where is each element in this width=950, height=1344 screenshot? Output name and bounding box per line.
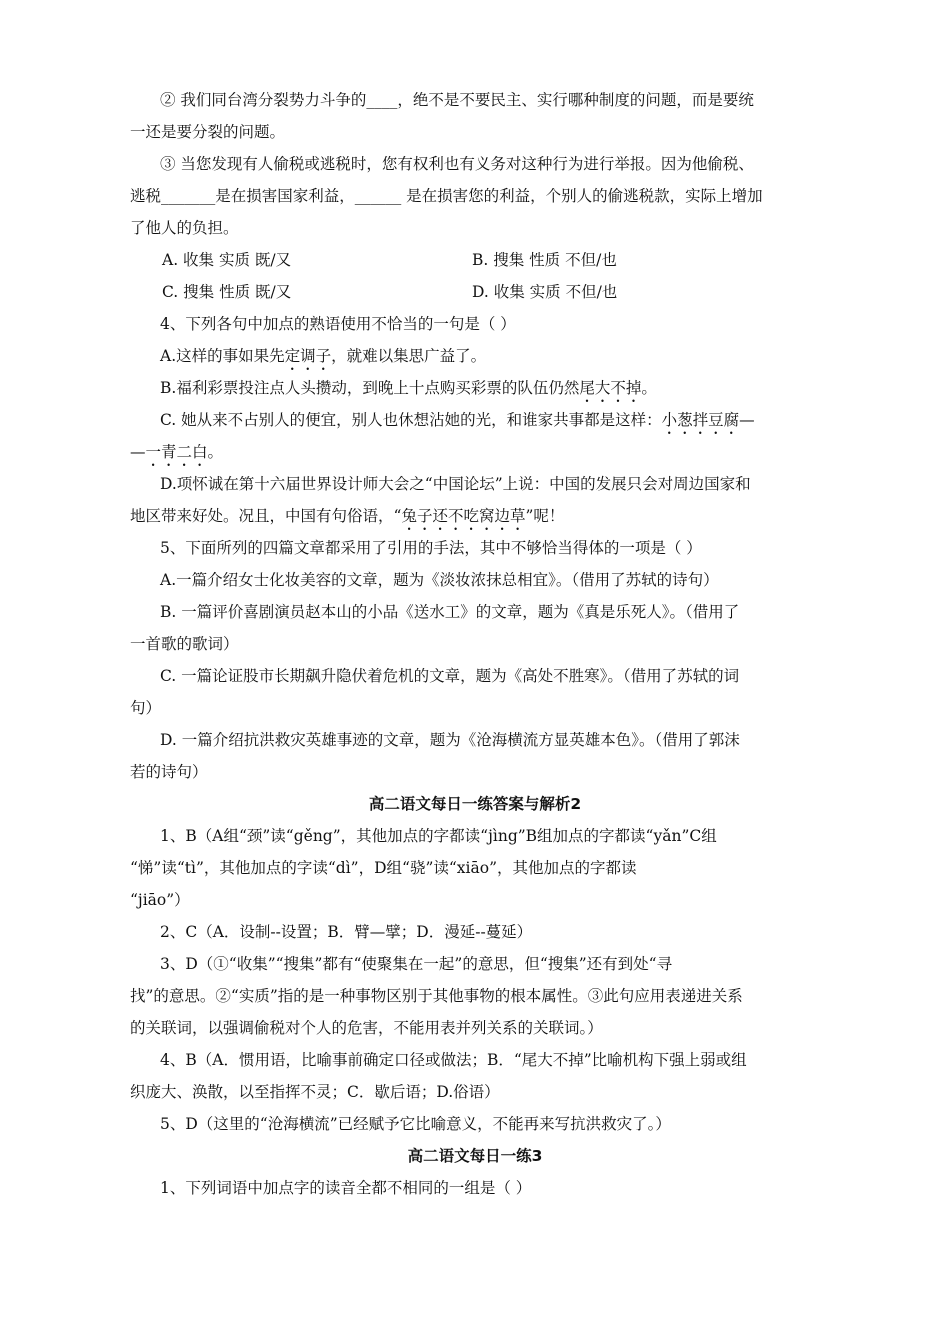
- q5-option-d-line1: D. 一篇介绍抗洪救灾英雄事迹的文章，题为《沧海横流方显英雄本色》。（借用了郭沫: [160, 731, 740, 749]
- q5-option-c-line1: C. 一篇论证股市长期飙升隐伏着危机的文章，题为《高处不胜寒》。（借用了苏轼的词: [160, 667, 740, 685]
- answer-2: 2、C（A．设制--设置；B．臂—擘；D．漫延--蔓延）: [160, 923, 533, 941]
- answer-3-line2: 找”的意思。②“实质”指的是一种事物区别于其他事物的根本属性。③此句应用表递进关系: [130, 987, 743, 1005]
- answer-1-line1: 1、B（A组“颈”读“gěng”，其他加点的字都读“jìng”B组加点的字都读“yǎn”C组: [160, 827, 717, 845]
- q4-option-d-line2: [130, 505, 564, 534]
- q5-stem: 5、下面所列的四篇文章都采用了引用的手法，其中不够恰当得体的一项是（ ）: [160, 539, 702, 557]
- answer-4-line1: 4、B（A．惯用语，比喻事前确定口径或做法；B．“尾大不掉”比喻机构下强上弱或组: [160, 1051, 747, 1069]
- exercise-3-title: 高二语文每日一练3: [407, 1147, 543, 1165]
- q4-option-d-line1: D.项怀诚在第十六届世界设计师大会之“中国论坛”上说：中国的发展只会对周边国家和: [160, 475, 751, 493]
- q4-stem: 4、下列各句中加点的熟语使用不恰当的一句是（ ）: [160, 315, 516, 333]
- q4-option-b-pre: B.福利彩票投注点人头攒动，到晚上十点购买彩票的队伍仍然: [160, 379, 580, 397]
- answer-3-line1: 3、D（①“收集”“搜集”都有“使聚集在一起”的意思，但“搜集”还有到处“寻: [160, 955, 673, 973]
- q3-item3-line3: 了他人的负担。: [130, 219, 239, 237]
- q3-option-b: B. 搜集 性质 不但/也: [472, 251, 617, 269]
- answer-4-line2: 织庞大、涣散，以至指挥不灵；C．歇后语；D.俗语）: [130, 1083, 500, 1101]
- q5-option-a: A.一篇介绍女士化妆美容的文章，题为《淡妆浓抹总相宜》。（借用了苏轼的诗句）: [160, 571, 719, 589]
- answer-1-line3: “jiāo”）: [130, 891, 190, 909]
- q4-option-d-pre: 地区带来好处。况且，中国有句俗语，“: [130, 507, 402, 525]
- q4-option-b: [160, 377, 657, 406]
- q4-option-a-pre: A.这样的事如果先: [160, 347, 285, 365]
- q3-option-a: A. 收集 实质 既/又: [162, 251, 292, 269]
- q4-option-c-line1: [160, 409, 755, 438]
- q4-option-c-pre: C. 她从来不占别人的便宜，别人也休想沾她的光，和谁家共事都是这样：: [160, 411, 662, 429]
- q5-option-b-line2: 一首歌的歌词）: [130, 635, 239, 653]
- answers-title: 高二语文每日一练答案与解析2: [368, 795, 582, 813]
- q3-item2-line2: 一还是要分裂的问题。: [130, 123, 286, 141]
- q4-option-c-dotted-2: —一青二白: [130, 443, 208, 461]
- q5-option-c-line2: 句）: [130, 699, 162, 717]
- q4-option-b-post: 。: [641, 379, 657, 397]
- q4-option-d-dotted: 兔子还不吃窝边草: [401, 507, 526, 525]
- q4-option-b-dotted: 尾大不掉: [579, 379, 642, 397]
- q4-option-a-post: ，就难以集思广益了。: [331, 347, 487, 365]
- q5-option-b-line1: B. 一篇评价喜剧演员赵本山的小品《送水工》的文章，题为《真是乐死人》。（借用了: [160, 603, 740, 621]
- q3-item3-line1: ③ 当您发现有人偷税或逃税时，您有权利也有义务对这种行为进行举报。因为他偷税、: [160, 155, 754, 173]
- q4-option-c-line2: [130, 441, 223, 470]
- answer-3-line3: 的关联词，以强调偷税对个人的危害，不能用表并列关系的关联词。）: [130, 1019, 603, 1037]
- q4-option-a-dotted: 定调子: [284, 347, 332, 365]
- answer-1-line2: “悌”读“tì”，其他加点的字读“dì”，D组“骁”读“xiāo”，其他加点的字都读: [130, 859, 637, 877]
- q3-item2-line1: ② 我们同台湾分裂势力斗争的____，绝不是不要民主、实行哪种制度的问题，而是要统: [160, 91, 754, 109]
- q4-option-d-post: ”呢！: [525, 507, 565, 525]
- q5-option-d-line2: 若的诗句）: [130, 763, 208, 781]
- q4-option-c-dotted-1: 小葱拌豆腐—: [661, 411, 755, 429]
- q3-option-d: D. 收集 实质 不但/也: [472, 283, 618, 301]
- q3-option-c: C. 搜集 性质 既/又: [162, 283, 292, 301]
- q3-item3-line2: 逃税_______是在损害国家利益，______ 是在损害您的利益，个别人的偷逃税款，实际上增加: [130, 187, 763, 205]
- answer-5: 5、D（这里的“沧海横流”已经赋予它比喻意义，不能再来写抗洪救灾了。）: [160, 1115, 671, 1133]
- q4-option-c-post: 。: [207, 443, 224, 461]
- q4-option-a: [160, 345, 486, 374]
- exercise-3-question-1: 1、下列词语中加点字的读音全都不相同的一组是（ ）: [160, 1179, 532, 1197]
